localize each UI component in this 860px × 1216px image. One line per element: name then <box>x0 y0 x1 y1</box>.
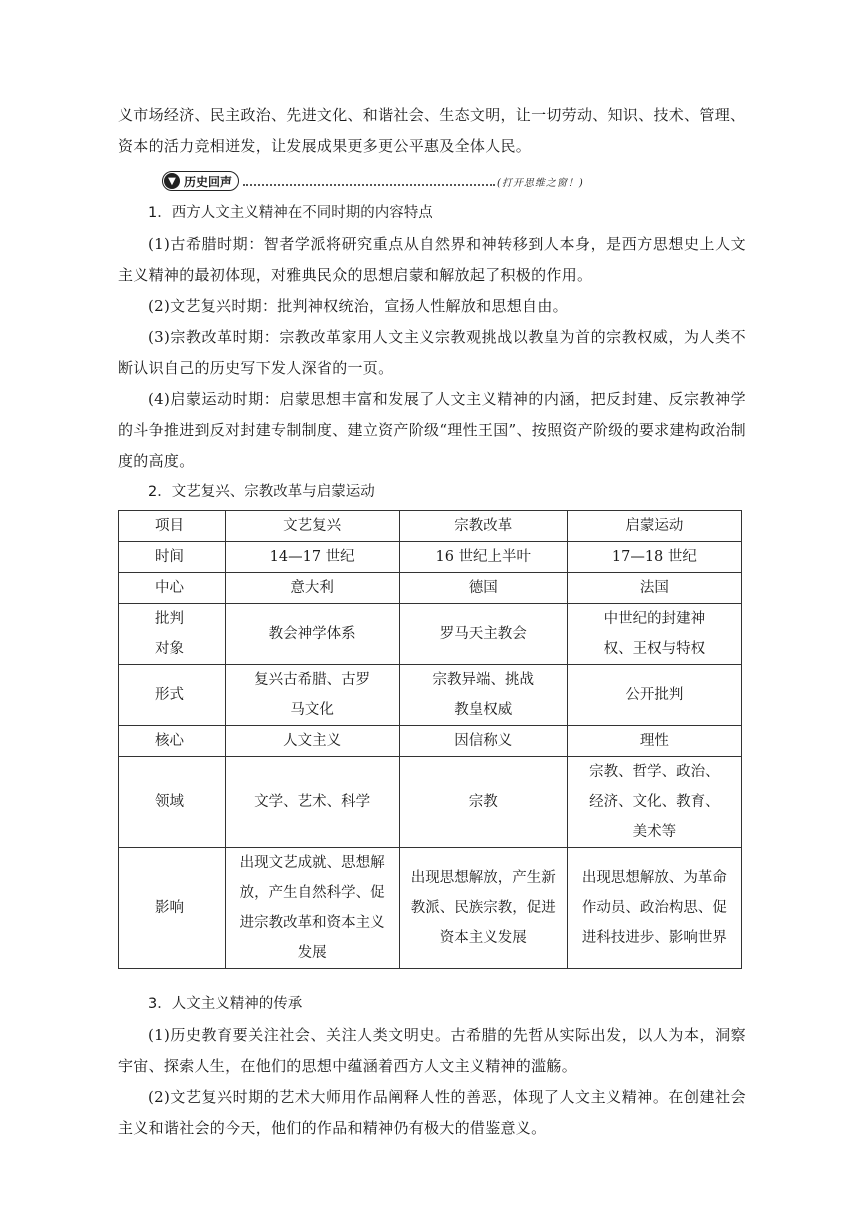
table-header-cell: 启蒙运动 <box>567 511 741 542</box>
table-cell: 16 世纪上半叶 <box>399 542 567 573</box>
intro-line-2: 资本的活力竞相迸发，让发展成果更多更公平惠及全体人民。 <box>118 137 532 155</box>
table-header-row <box>119 511 742 542</box>
table-cell: 中心 <box>119 573 226 604</box>
table-row <box>119 542 742 573</box>
section-3-item: (2)文艺复兴时期的艺术大师用作品阐释人性的善恶，体现了人文主义精神。在创建社会主义和谐社会的今天，他们的作品和精神仍有极大的借鉴意义。 <box>118 1088 746 1137</box>
history-echo-badge <box>162 171 239 191</box>
section-3-item: (1)历史教育要关注社会、关注人类文明史。古希腊的先哲从实际出发，以人为本，洞察宇宙、探索人生，在他们的思想中蕴涵着西方人文主义精神的滥觞。 <box>118 1026 746 1075</box>
table-cell: 法国 <box>567 573 741 604</box>
arrow-down-circle-icon: ▼ <box>164 173 180 189</box>
table-cell: 形式 <box>119 665 226 726</box>
section-1-item: (4)启蒙运动时期：启蒙思想丰富和发展了人文主义精神的内涵，把反封建、反宗教神学的斗争推进到反对封建专制制度、建立资产阶级“理性王国”、按照资产阶级的要求建构政治制度的高度。 <box>118 390 746 470</box>
table-cell: 影响 <box>119 848 226 969</box>
table-cell: 时间 <box>119 542 226 573</box>
table-cell: 宗教 <box>399 757 567 848</box>
table-cell: 宗教异端、挑战教皇权威 <box>399 665 567 726</box>
table-cell: 出现思想解放，产生新教派、民族宗教，促进资本主义发展 <box>399 848 567 969</box>
intro-line-1: 义市场经济、民主政治、先进文化、和谐社会、生态文明，让一切劳动、知识、技术、管理、 <box>118 106 746 124</box>
table-cell: 意大利 <box>225 573 399 604</box>
table-cell: 出现文艺成就、思想解放，产生自然科学、促进宗教改革和资本主义发展 <box>225 848 399 969</box>
table-cell: 理性 <box>567 726 741 757</box>
banner-note: (打开思维之窗！) <box>497 177 584 189</box>
section-1-title: 1．西方人文主义精神在不同时期的内容特点 <box>148 205 433 221</box>
table-cell: 领域 <box>119 757 226 848</box>
table-cell: 教会神学体系 <box>225 604 399 665</box>
table-cell: 宗教、哲学、政治、经济、文化、教育、美术等 <box>567 757 741 848</box>
dotted-leader <box>243 176 495 186</box>
comparison-table <box>118 510 742 969</box>
table-row <box>119 573 742 604</box>
table-row <box>119 757 742 848</box>
section-banner <box>162 170 746 192</box>
section-3-title: 3．人文主义精神的传承 <box>148 996 303 1012</box>
section-1-item: (3)宗教改革时期：宗教改革家用人文主义宗教观挑战以教皇为首的宗教权威，为人类不断认识自己的历史写下发人深省的一页。 <box>118 328 746 377</box>
table-header-cell: 文艺复兴 <box>225 511 399 542</box>
table-header-cell: 项目 <box>119 511 226 542</box>
table-cell: 核心 <box>119 726 226 757</box>
table-cell: 批判对象 <box>119 604 226 665</box>
table-header-cell: 宗教改革 <box>399 511 567 542</box>
document-page <box>118 100 746 1144</box>
table-cell: 中世纪的封建神权、王权与特权 <box>567 604 741 665</box>
table-cell: 因信称义 <box>399 726 567 757</box>
table-cell: 14—17 世纪 <box>225 542 399 573</box>
table-cell: 罗马天主教会 <box>399 604 567 665</box>
table-row <box>119 848 742 969</box>
table-row <box>119 665 742 726</box>
table-cell: 公开批判 <box>567 665 741 726</box>
banner-label: 历史回声 <box>184 174 233 189</box>
table-cell: 文学、艺术、科学 <box>225 757 399 848</box>
table-cell: 出现思想解放、为革命作动员、政治构思、促进科技进步、影响世界 <box>567 848 741 969</box>
section-1-item: (1)古希腊时期：智者学派将研究重点从自然界和神转移到人本身，是西方思想史上人文主义精神的最初体现，对雅典民众的思想启蒙和解放起了积极的作用。 <box>118 235 746 284</box>
section-2-title: 2．文艺复兴、宗教改革与启蒙运动 <box>148 484 375 500</box>
table-cell: 人文主义 <box>225 726 399 757</box>
table-cell: 17—18 世纪 <box>567 542 741 573</box>
table-row <box>119 726 742 757</box>
table-row <box>119 604 742 665</box>
section-gap <box>118 969 746 989</box>
section-1-item: (2)文艺复兴时期：批判神权统治，宣扬人性解放和思想自由。 <box>148 297 568 315</box>
table-cell: 复兴古希腊、古罗马文化 <box>225 665 399 726</box>
table-cell: 德国 <box>399 573 567 604</box>
